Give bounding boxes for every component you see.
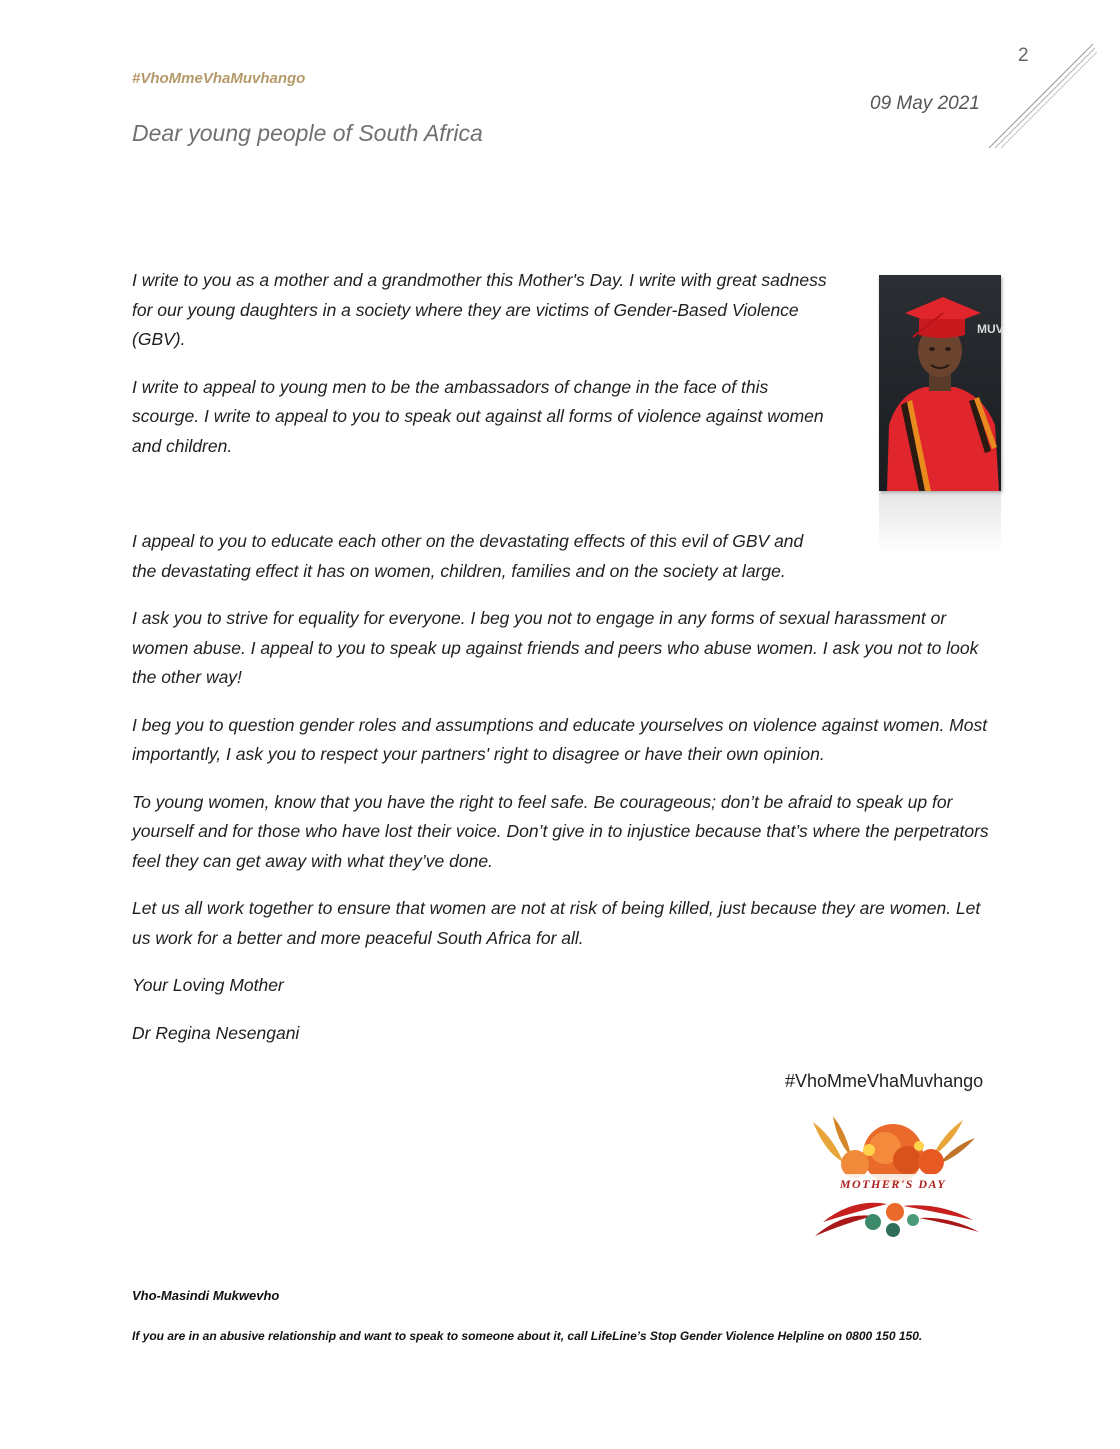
paragraph-6: To young women, know that you have the right to feel safe. Be courageous; don’t be afraid to speak up for yourself and for those who have lost their voice. Don’t give in to injustice because that’s where the perpetrators feel they can get away with what they’ve done.	[132, 791, 989, 871]
paragraph-5: I beg you to question gender roles and assumptions and educate yourselves on violence against women. Most importantly, I ask you to respect your partners' right to disagree or have their own opinion.	[132, 714, 988, 764]
paragraph-4: I ask you to strive for equality for everyone. I beg you not to engage in any forms of sexual harassment or women abuse. I appeal to you to speak up against friends and peers who abuse women. I ask you not to look the other way!	[132, 608, 979, 687]
salutation: Dear young people of South Africa	[132, 120, 483, 146]
closing-line: Your Loving Mother	[132, 975, 284, 995]
mothers-day-flower-graphic	[803, 1112, 983, 1247]
photo-reflection	[879, 493, 1001, 555]
paragraph-3: I appeal to you to educate each other on the devastating effects of this evil of GBV and the devastating effect it has on women, children, families and on the society at large.	[132, 531, 804, 581]
mothers-day-label: MOTHER'S DAY	[839, 1177, 947, 1191]
paragraph-7: Let us all work together to ensure that women are not at risk of being killed, just because they are women. Let us work for a better and more peaceful South Africa for all.	[132, 898, 981, 948]
footer-hashtag: #VhoMmeVhaMuvhango	[785, 1071, 984, 1091]
header-hashtag: #VhoMmeVhaMuvhango	[132, 70, 306, 87]
author-name: Vho-Masindi Mukwevho	[132, 1288, 280, 1303]
corner-decoration	[985, 40, 1100, 152]
portrait-image	[879, 275, 1004, 491]
page-number: 2	[1018, 45, 1029, 66]
signature-name: Dr Regina Nesengani	[132, 1022, 300, 1043]
photo-logo-text: MUV	[977, 322, 1004, 336]
helpline-notice: If you are in an abusive relationship and want to speak to someone about it, call LifeLine’s Stop Gender Violence Helpline on 0800 150 150.	[132, 1329, 923, 1343]
paragraph-2: I write to appeal to young men to be the ambassadors of change in the face of this scourge. I write to appeal to you to speak out against all forms of violence against women and children.	[132, 376, 824, 456]
portrait-photo	[879, 275, 1004, 555]
letter-date: 09 May 2021	[870, 93, 980, 114]
paragraph-1: I write to you as a mother and a grandmother this Mother's Day. I write with great sadness for our young daughters in a society where they are victims of Gender-Based Violence (GBV).	[132, 270, 827, 349]
letter-body	[132, 266, 992, 1066]
